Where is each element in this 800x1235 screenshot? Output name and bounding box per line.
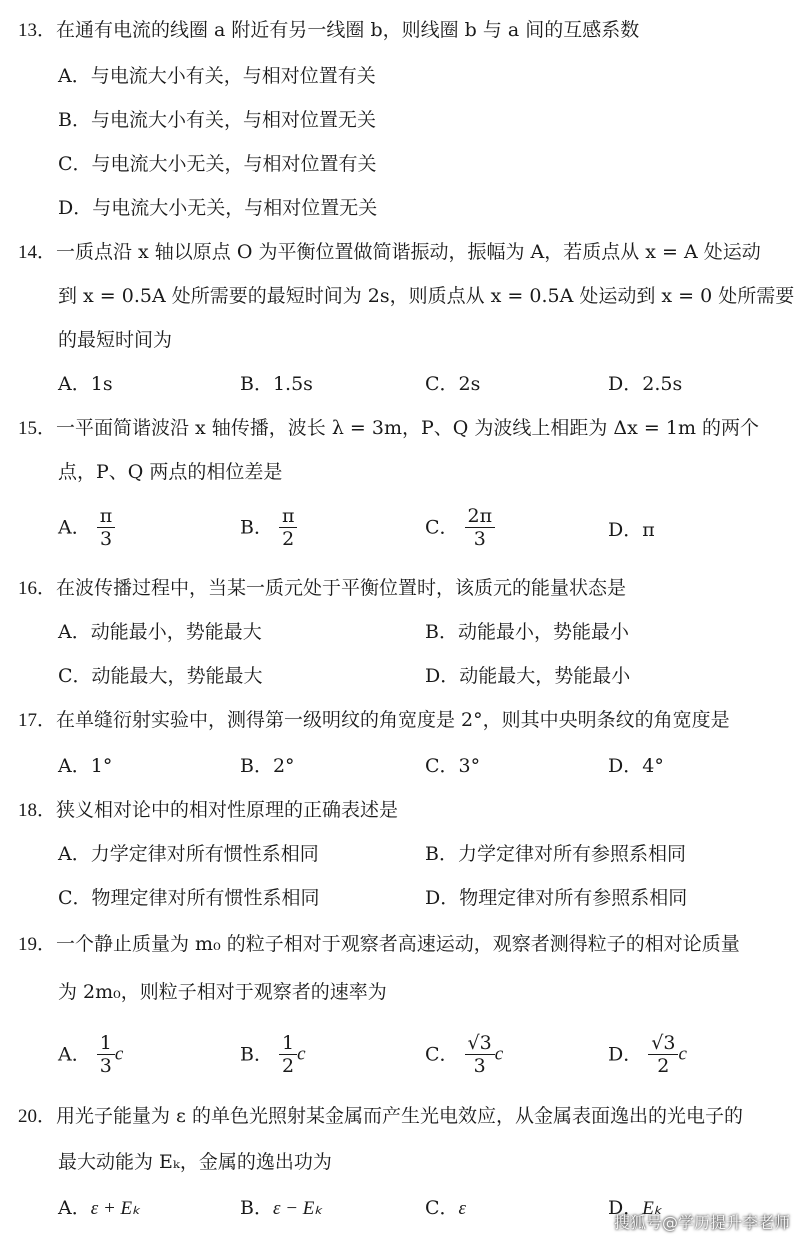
question-number: 17． [18,710,57,731]
option-17-b: B．2° [240,755,295,777]
option-20-c: C．ε [425,1197,467,1219]
fraction: $\frac{1}{2}$ [279,1032,297,1077]
stem-line: 一个静止质量为 m₀ 的粒子相对于观察者高速运动，观察者测得粒子的相对论质量 [56,933,740,955]
question-number: 13． [18,20,57,41]
question-20-stem [18,1104,743,1129]
option-19-d: D． $\frac{√3}{2}$ c [608,1032,687,1077]
question-number: 19． [18,934,57,955]
stem-line: 最大动能为 Eₖ，金属的逸出功为 [58,1151,332,1173]
fraction: $\frac{\pi}{3}$ [97,505,116,550]
option-17-c: C．3° [425,755,481,777]
stem-line: 狭义相对论中的相对性原理的正确表述是 [56,799,399,821]
stem-line: 一质点沿 x 轴以原点 O 为平衡位置做简谐振动，振幅为 A，若质点从 x = A 处运动 [56,241,761,263]
fraction: $\frac{\pi}{2}$ [279,505,298,550]
option-13-b: B．与电流大小有关，与相对位置无关 [58,109,376,131]
option-20-d: D．Eₖ [608,1197,662,1219]
question-17-stem [18,708,730,733]
option-20-a: A．ε + Eₖ [58,1197,141,1219]
option-20-b: B．ε − Eₖ [240,1197,323,1219]
fraction: $\frac{√3}{2}$ [648,1032,678,1077]
question-15-stem [18,416,759,441]
option-16-d: D．动能最大，势能最小 [425,665,631,687]
question-14-stem [18,240,761,265]
question-number: 15． [18,418,57,439]
question-19-stem [18,932,740,957]
option-16-a: A．动能最小，势能最大 [58,621,262,643]
option-19-c: C． $\frac{√3}{3}$ c [425,1032,504,1077]
stem-line: 在单缝衍射实验中，测得第一级明纹的角宽度是 2°，则其中央明条纹的角宽度是 [56,709,730,731]
question-number: 20． [18,1106,57,1127]
option-17-a: A．1° [58,755,113,777]
option-14-b: B．1.5s [240,373,313,395]
option-14-d: D．2.5s [608,373,683,395]
option-13-a: A．与电流大小有关，与相对位置有关 [58,65,376,87]
option-18-b: B．力学定律对所有参照系相同 [425,843,686,865]
question-number: 18． [18,800,57,821]
stem-line: 为 2m₀，则粒子相对于观察者的速率为 [58,981,387,1003]
stem-line: 的最短时间为 [58,329,173,351]
fraction: $\frac{√3}{3}$ [465,1032,495,1077]
question-18-stem [18,798,398,823]
stem-line: 点，P、Q 两点的相位差是 [58,461,283,483]
option-19-b: B． $\frac{1}{2}$ c [240,1032,306,1077]
option-18-c: C．物理定律对所有惯性系相同 [58,887,320,909]
option-19-a: A． $\frac{1}{3}$ c [58,1032,124,1077]
option-17-d: D．4° [608,755,664,777]
stem-line: 在通有电流的线圈 a 附近有另一线圈 b，则线圈 b 与 a 间的互感系数 [56,19,640,41]
stem-line: 在波传播过程中，当某一质元处于平衡位置时，该质元的能量状态是 [56,577,627,599]
option-13-c: C．与电流大小无关，与相对位置有关 [58,153,377,175]
option-15-a: A． $\frac{\pi}{3}$ [58,505,115,550]
option-18-d: D．物理定律对所有参照系相同 [425,887,688,909]
option-16-b: B．动能最小，势能最小 [425,621,629,643]
option-15-c: C． $\frac{2\pi}{3}$ [425,505,495,550]
fraction: $\frac{1}{3}$ [97,1032,115,1077]
watermark-text: 搜狐号@学历提升李老师 [614,1213,791,1232]
fraction: $\frac{2\pi}{3}$ [465,505,496,550]
option-13-d: D．与电流大小无关，与相对位置无关 [58,197,378,219]
option-18-a: A．力学定律对所有惯性系相同 [58,843,319,865]
option-15-d: D．π [608,519,655,541]
option-15-b: B． $\frac{\pi}{2}$ [240,505,297,550]
option-16-c: C．动能最大，势能最大 [58,665,263,687]
question-16-stem [18,576,626,601]
option-14-a: A．1s [58,373,113,395]
stem-line: 到 x = 0.5A 处所需要的最短时间为 2s，则质点从 x = 0.5A 处运动到 x = 0 处所需要 [58,285,795,307]
stem-line: 用光子能量为 ε 的单色光照射某金属而产生光电效应，从金属表面逸出的光电子的 [56,1105,743,1127]
question-number: 16． [18,578,57,599]
stem-line: 一平面简谐波沿 x 轴传播，波长 λ = 3m，P、Q 为波线上相距为 Δx = 1m 的两个 [56,417,760,439]
question-number: 14． [18,242,57,263]
question-13-stem [18,18,639,43]
option-14-c: C．2s [425,373,481,395]
